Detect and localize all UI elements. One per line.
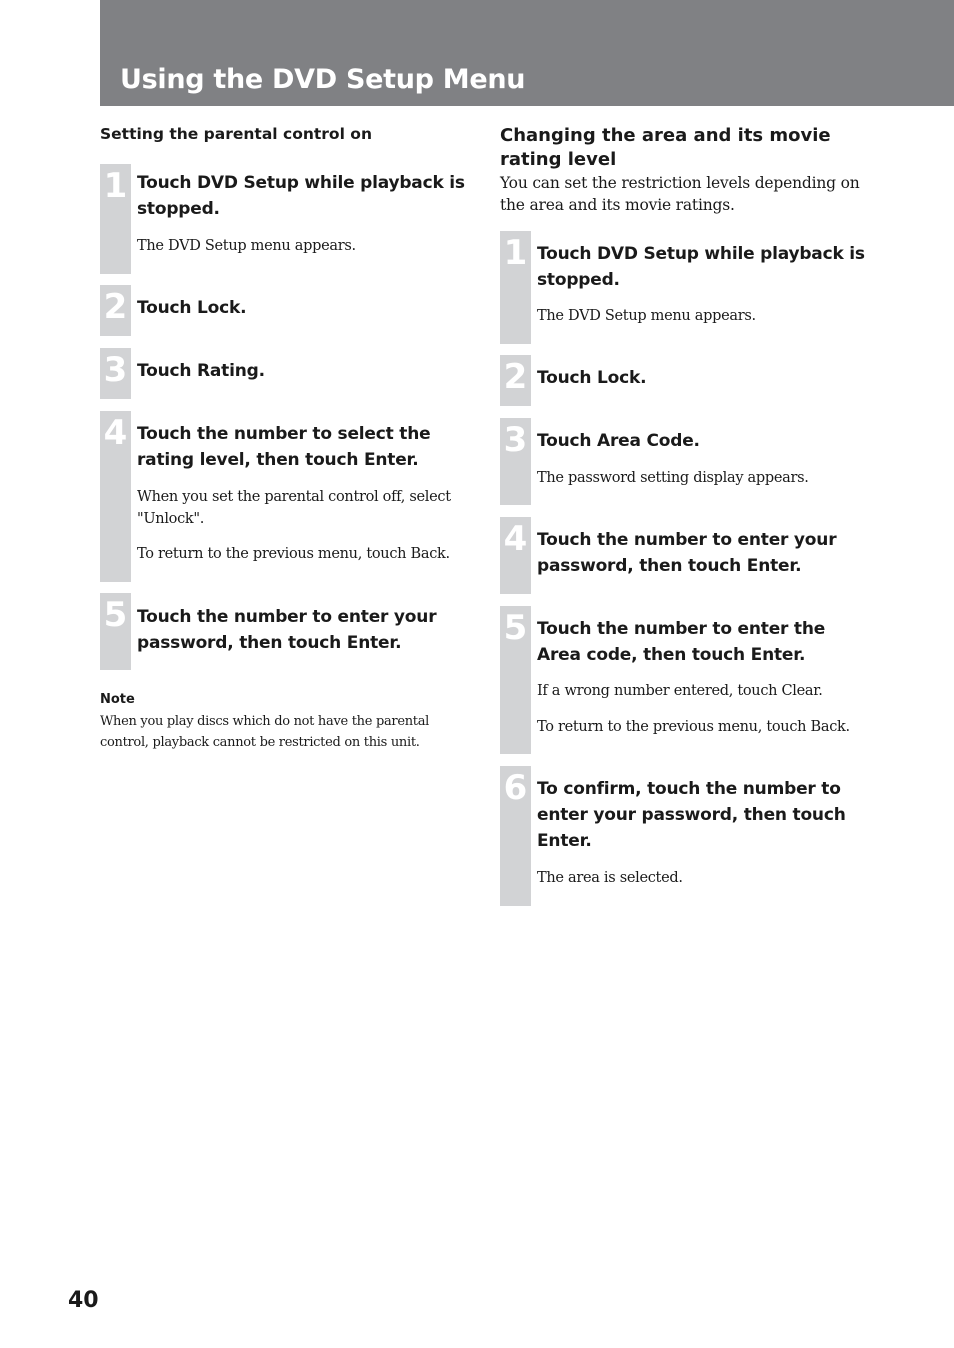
step-note: If a wrong number entered, touch Clear. [537, 683, 823, 699]
step-note: To return to the previous menu, touch Back. [537, 719, 850, 735]
step-instruction: Touch Lock. [137, 298, 247, 318]
step-number: 4 [103, 413, 128, 453]
step-instruction: Touch DVD Setup while playback is stopped. [137, 173, 465, 219]
step-number: 5 [103, 595, 128, 635]
step-instruction: Touch Area Code. [537, 431, 700, 451]
step-instruction: Touch DVD Setup while playback is stopped. [537, 244, 865, 290]
step-instruction: Touch the number to select the rating level, then touch Enter. [137, 424, 431, 470]
note-text: When you play discs which do not have the parental control, playback cannot be restricted on this unit. [100, 714, 430, 750]
step-number: 4 [503, 519, 528, 559]
left-step-2 [100, 285, 476, 336]
right-step-1 [500, 231, 880, 344]
right-step-6 [500, 766, 880, 906]
step-instruction: Touch the number to enter the Area code, then touch Enter. [537, 619, 826, 665]
step-number: 5 [503, 608, 528, 648]
step-number: 1 [103, 166, 128, 206]
right-step-3 [500, 418, 880, 505]
right-section-heading: Changing the area and its movie rating level [500, 125, 831, 170]
left-step-3 [100, 348, 476, 399]
left-step-1 [100, 164, 476, 274]
step-note: To return to the previous menu, touch Back. [137, 546, 450, 562]
step-number: 2 [503, 357, 528, 397]
left-step-5 [100, 593, 476, 670]
note-label: Note [100, 692, 135, 707]
step-number: 3 [503, 420, 528, 460]
step-instruction: Touch Rating. [137, 361, 265, 381]
intro-text: You can set the restriction levels depending on the area and its movie ratings. [500, 174, 860, 214]
right-step-4 [500, 517, 880, 594]
step-number: 2 [103, 287, 128, 327]
page-number: 40 [68, 1288, 99, 1313]
right-step-5 [500, 606, 880, 754]
right-step-2 [500, 355, 880, 406]
step-note: When you set the parental control off, select "Unlock". [137, 489, 451, 527]
header-bar [100, 0, 954, 106]
left-section-heading: Setting the parental control on [100, 125, 372, 143]
step-instruction: To confirm, touch the number to enter your password, then touch Enter. [537, 779, 846, 851]
step-instruction: Touch the number to enter your password, then touch Enter. [137, 607, 437, 653]
step-note: The area is selected. [537, 870, 683, 886]
left-step-4 [100, 411, 476, 582]
step-instruction: Touch Lock. [537, 368, 647, 388]
step-note: The password setting display appears. [537, 470, 809, 486]
step-number: 6 [503, 768, 528, 808]
step-note: The DVD Setup menu appears. [537, 308, 756, 324]
step-number: 3 [103, 350, 128, 390]
step-note: The DVD Setup menu appears. [137, 238, 356, 254]
step-number: 1 [503, 233, 528, 273]
page-title: Using the DVD Setup Menu [120, 64, 526, 95]
step-instruction: Touch the number to enter your password, then touch Enter. [537, 530, 837, 576]
